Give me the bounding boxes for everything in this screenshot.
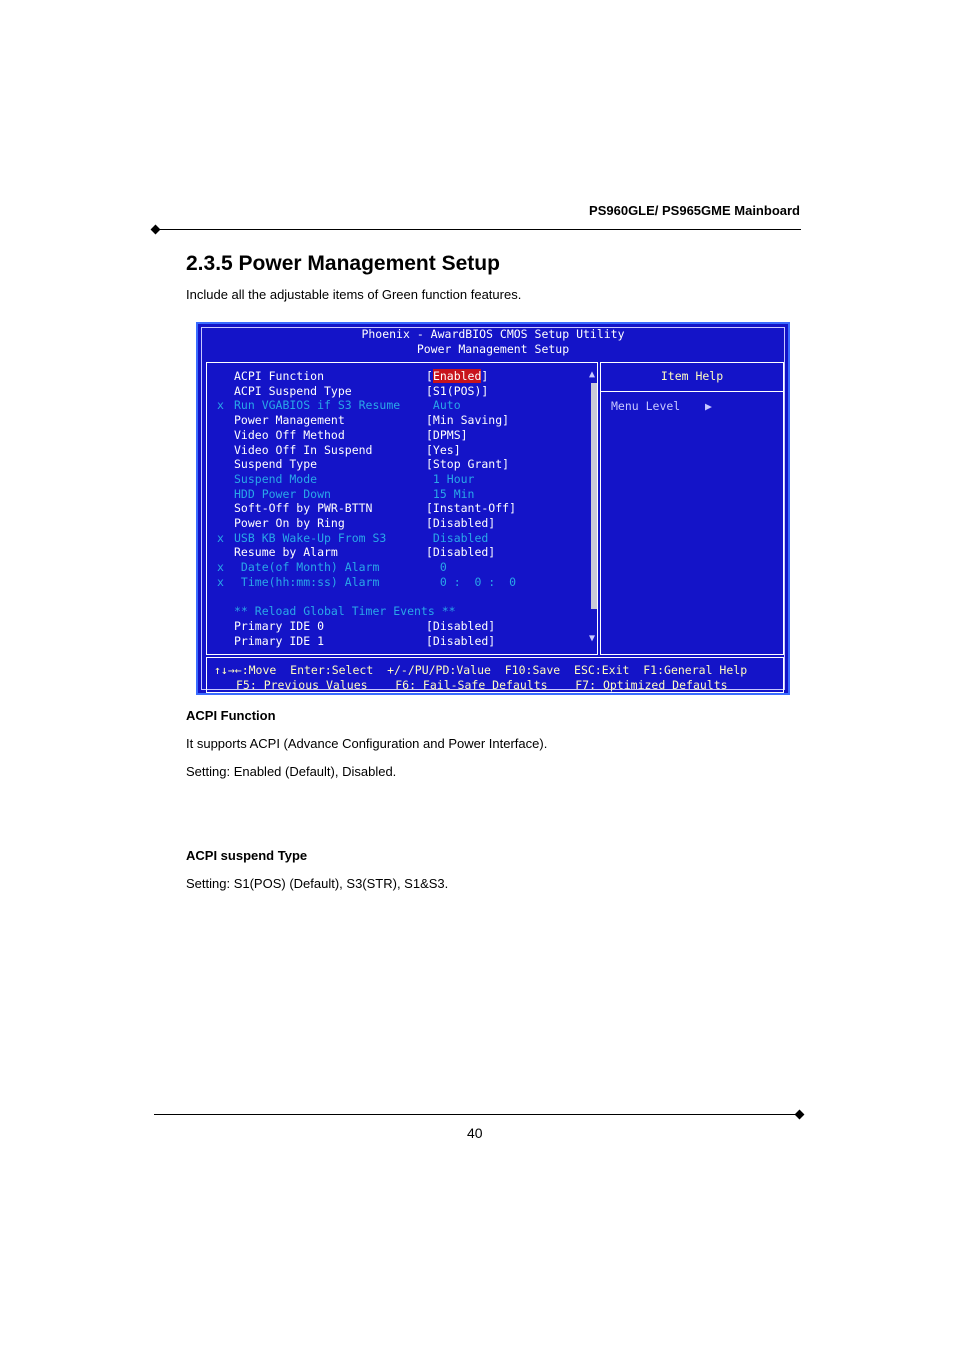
bios-item-label[interactable]: Date(of Month) Alarm bbox=[234, 560, 380, 575]
bios-settings-panel bbox=[206, 362, 598, 655]
bios-item-label[interactable]: Suspend Mode bbox=[234, 471, 318, 486]
bios-item-value[interactable]: [Disabled] bbox=[426, 545, 496, 560]
bios-item-label[interactable]: Suspend Type bbox=[234, 457, 318, 472]
bios-item-label[interactable]: HDD Power Down bbox=[234, 486, 331, 501]
bios-item-value[interactable]: [Disabled] bbox=[426, 516, 496, 530]
bios-item-label[interactable]: Primary IDE 1 bbox=[234, 633, 325, 648]
bios-item-label[interactable]: Power On by Ring bbox=[234, 516, 345, 530]
bios-item-value[interactable]: [Disabled] bbox=[426, 633, 496, 648]
bios-item-label[interactable]: ACPI Function bbox=[234, 369, 325, 383]
disabled-mark-icon: x bbox=[217, 574, 224, 589]
acpi-suspend-setting: Setting: S1(POS) (Default), S3(STR), S1&S3. bbox=[186, 876, 449, 891]
bios-item-label[interactable]: Primary IDE 0 bbox=[234, 618, 325, 633]
bios-title-line2: Power Management Setup bbox=[416, 342, 570, 356]
scroll-up-icon[interactable]: ▲ bbox=[589, 369, 596, 380]
bios-footer-line1: ↑↓→←:Move Enter:Select +/-/PU/PD:Value F10:Save ESC:Exit F1:General Help bbox=[214, 663, 748, 677]
section-intro: Include all the adjustable items of Green function features. bbox=[186, 287, 522, 302]
bios-item-value[interactable]: [Disabled] bbox=[426, 618, 496, 633]
bios-item-label[interactable]: ACPI Suspend Type bbox=[234, 383, 352, 398]
bios-item-label[interactable]: Time(hh:mm:ss) Alarm bbox=[234, 574, 380, 589]
bios-item-value[interactable]: 15 Min bbox=[426, 486, 475, 501]
scrollbar[interactable] bbox=[591, 383, 597, 609]
value-bracket-close: ] bbox=[481, 369, 489, 383]
section-title: 2.3.5 Power Management Setup bbox=[186, 252, 500, 275]
bios-item-value[interactable] bbox=[426, 369, 488, 383]
acpi-function-desc: It supports ACPI (Advance Configuration and Power Interface). bbox=[186, 736, 548, 751]
disabled-mark-icon: x bbox=[217, 530, 224, 545]
bios-help-panel bbox=[600, 362, 784, 655]
document-header-title: PS960GLE/ PS965GME Mainboard bbox=[589, 203, 800, 218]
bios-item-value[interactable]: Auto bbox=[426, 398, 461, 413]
bios-item-value[interactable]: [Stop Grant] bbox=[426, 457, 510, 472]
bios-item-label[interactable]: Resume by Alarm bbox=[234, 545, 338, 560]
bios-item-label[interactable]: Video Off Method bbox=[234, 427, 345, 442]
header-rule bbox=[156, 229, 801, 230]
acpi-function-heading: ACPI Function bbox=[186, 708, 276, 723]
menu-level-arrow-icon: ▶ bbox=[705, 399, 712, 413]
bios-item-label[interactable]: USB KB Wake-Up From S3 bbox=[234, 530, 387, 545]
value-selected-highlight[interactable]: Enabled bbox=[432, 369, 482, 383]
disabled-mark-icon: x bbox=[217, 560, 224, 575]
bios-footer-line2: F5: Previous Values F6: Fail-Safe Defaults F7: Optimized Defaults bbox=[236, 678, 728, 692]
help-divider bbox=[601, 391, 783, 392]
bios-screenshot bbox=[196, 322, 790, 695]
bios-item-label[interactable]: Power Management bbox=[234, 413, 345, 428]
bios-item-value[interactable]: [Instant-Off] bbox=[426, 501, 517, 516]
bios-item-value[interactable]: 1 Hour bbox=[426, 471, 475, 486]
bios-title-line1: Phoenix - AwardBIOS CMOS Setup Utility bbox=[361, 327, 625, 341]
disabled-mark-icon: x bbox=[217, 398, 224, 413]
bios-item-value[interactable]: [S1(POS)] bbox=[426, 383, 489, 398]
bios-item-value[interactable]: 0 bbox=[426, 560, 447, 575]
page-number: 40 bbox=[467, 1125, 483, 1141]
bios-item-value[interactable]: [Yes] bbox=[426, 442, 461, 457]
diamond-bullet-icon bbox=[795, 1110, 805, 1120]
bios-item-label[interactable]: Run VGABIOS if S3 Resume bbox=[234, 398, 401, 413]
item-help-title: Item Help bbox=[660, 369, 724, 383]
bios-item-label[interactable]: Soft-Off by PWR-BTTN bbox=[234, 501, 373, 516]
scroll-down-icon[interactable]: ▼ bbox=[589, 633, 596, 644]
bios-item-label[interactable]: Video Off In Suspend bbox=[234, 442, 373, 457]
bios-item-value[interactable]: Disabled bbox=[426, 530, 489, 545]
bios-item-value[interactable]: [Min Saving] bbox=[426, 413, 510, 428]
bios-item-label[interactable]: ** Reload Global Timer Events ** bbox=[234, 604, 456, 619]
bios-item-value[interactable]: 0 : 0 : 0 bbox=[426, 574, 517, 589]
bios-item-value[interactable]: [DPMS] bbox=[426, 427, 468, 442]
acpi-suspend-heading: ACPI suspend Type bbox=[186, 848, 308, 863]
acpi-function-setting: Setting: Enabled (Default), Disabled. bbox=[186, 764, 397, 779]
footer-rule bbox=[154, 1114, 799, 1115]
value-bracket-open: [ bbox=[426, 369, 433, 383]
menu-level-label: Menu Level bbox=[611, 399, 681, 413]
